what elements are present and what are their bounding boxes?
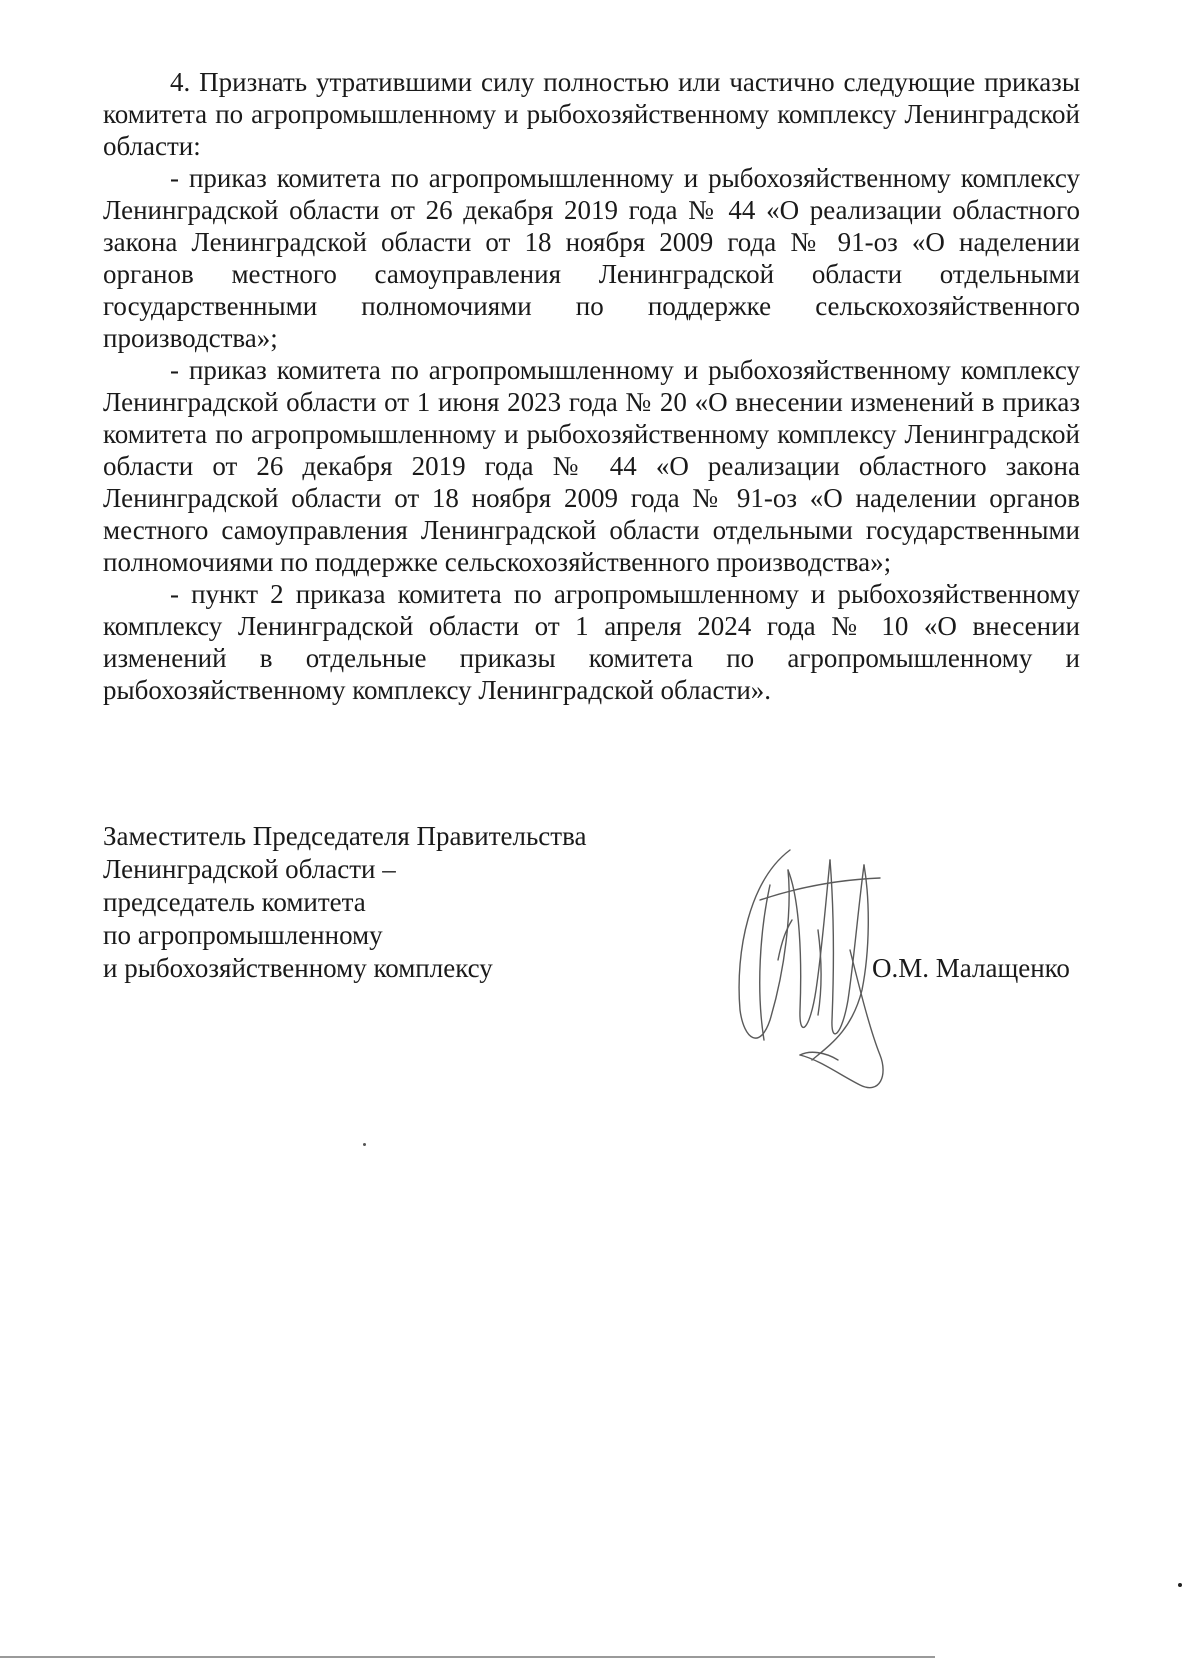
signatory-position xyxy=(103,820,663,985)
document-body xyxy=(103,66,1080,706)
paragraph-order-2019: - приказ комитета по агропромышленному и рыбохозяйственному комплексу Ленинградской области от 26 декабря 2019 года № 44 «О реализации областного закона Ленинградской области от 18 ноября 2009 года № 91-оз «О наделении органов местного самоуправления Ленинградской области отдельными государственными полномочиями по поддержке сельскохозяйственного производства»; xyxy=(103,163,1080,353)
scan-speck xyxy=(363,1143,366,1146)
position-line: председатель комитета xyxy=(103,887,366,917)
position-line: Заместитель Председателя Правительства xyxy=(103,821,587,851)
signer-name: О.М. Малащенко xyxy=(872,953,1070,983)
paragraph-order-2023: - приказ комитета по агропромышленному и рыбохозяйственному комплексу Ленинградской области от 1 июня 2023 года № 20 «О внесении изменений в приказ комитета по агропромышленному и рыбохозяйственному комплексу Ленинградской области от 26 декабря 2019 года № 44 «О реализации областного закона Ленинградской области от 18 ноября 2009 года № 91-оз «О наделении органов местного самоуправления Ленинградской области отдельными государственными полномочиями по поддержке сельскохозяйственного производства»; xyxy=(103,355,1080,577)
paragraph-item-4: 4. Признать утратившими силу полностью или частично следующие приказы комитета по агропромышленному и рыбохозяйственному комплексу Ленинградской области: xyxy=(103,67,1080,161)
position-line: Ленинградской области – xyxy=(103,854,396,884)
paragraph-order-2024: - пункт 2 приказа комитета по агропромышленному и рыбохозяйственному комплексу Ленинградской области от 1 апреля 2024 года № 10 «О внесении изменений в отдельные приказы комитета по агропромышленному и рыбохозяйственному комплексу Ленинградской области». xyxy=(103,579,1080,705)
position-line: по агропромышленному xyxy=(103,920,383,950)
scan-speck xyxy=(1178,1583,1182,1587)
position-line: и рыбохозяйственному комплексу xyxy=(103,953,493,983)
scan-edge-line xyxy=(0,1656,935,1658)
